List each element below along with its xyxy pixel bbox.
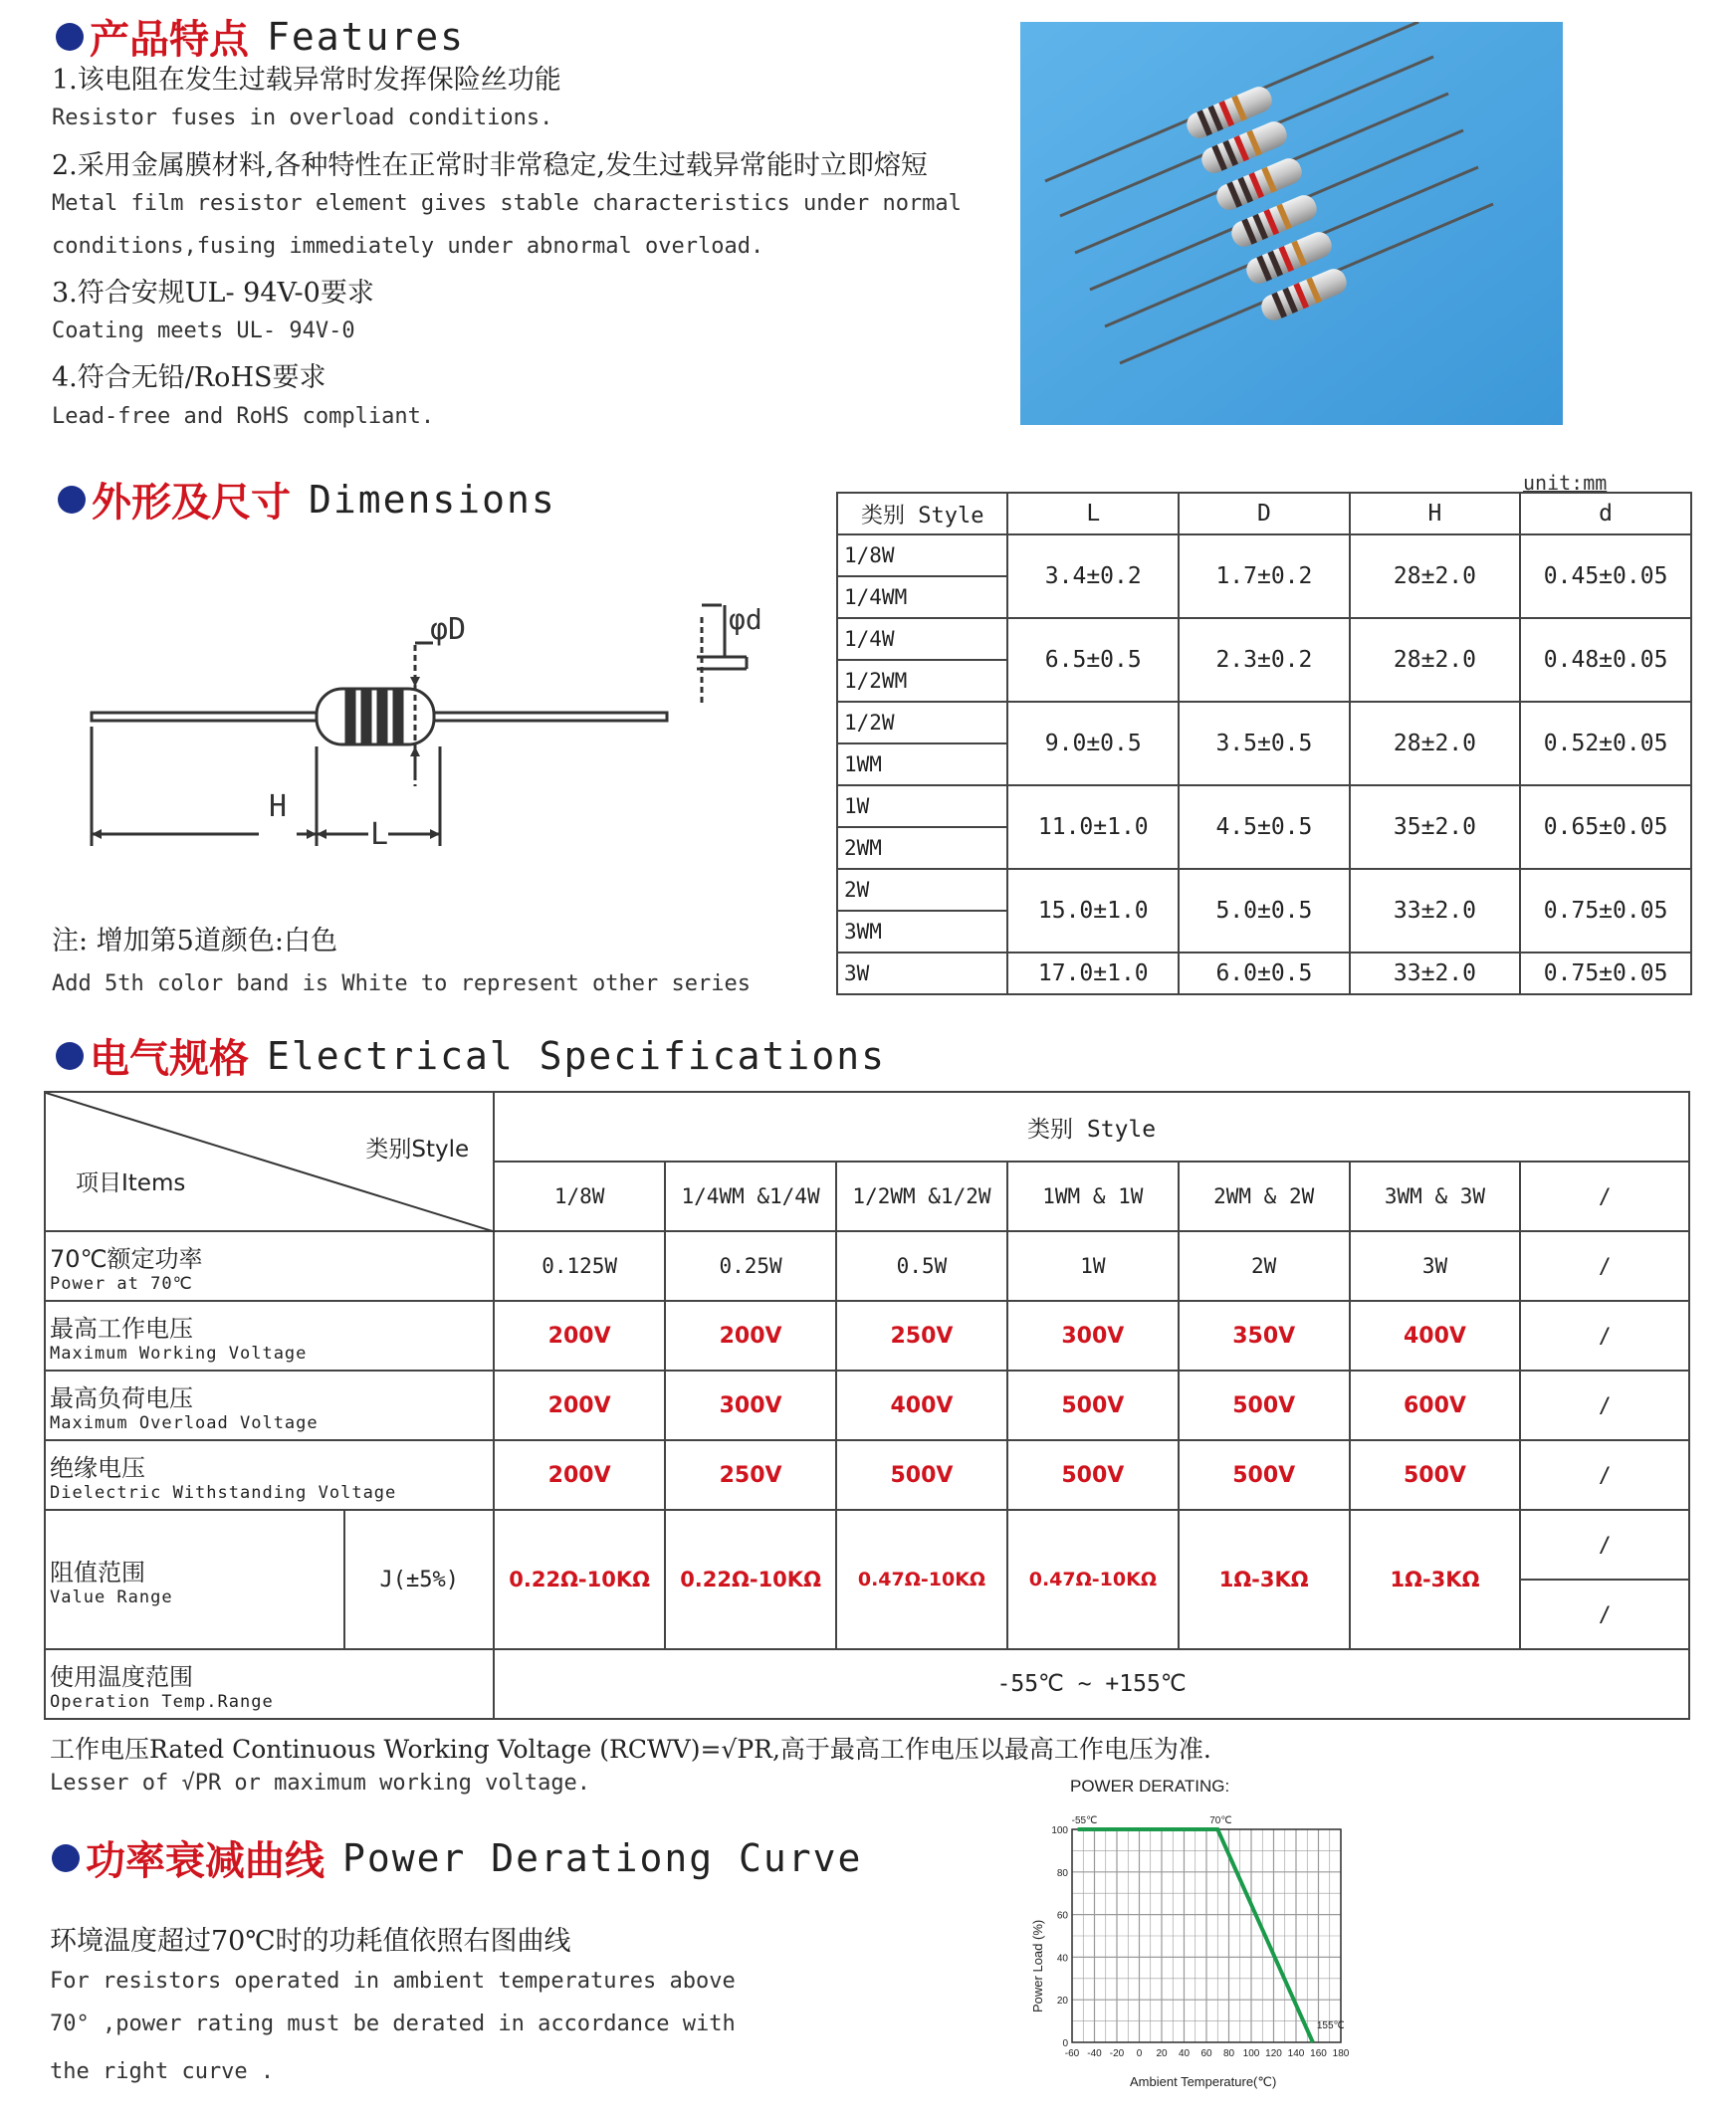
dim-header-D: D	[1179, 493, 1350, 534]
dielectric-voltage-value: 500V	[1350, 1440, 1521, 1510]
features-title-cn: 产品特点	[90, 17, 249, 63]
working-voltage-value: 250V	[836, 1301, 1007, 1371]
range-value: 1Ω-3KΩ	[1350, 1510, 1521, 1649]
dim-d: 0.48±0.05	[1520, 618, 1691, 702]
feature-1-cn: 1.该电阻在发生过载异常时发挥保险丝功能	[52, 65, 561, 96]
dielectric-voltage-value: 250V	[665, 1440, 836, 1510]
dim-L: 6.5±0.5	[1007, 618, 1179, 702]
dim-d: 0.65±0.05	[1520, 785, 1691, 869]
dimensions-title-cn: 外形及尺寸	[92, 480, 291, 526]
label-L: L	[370, 817, 389, 852]
feature-3-cn: 3.符合安规UL- 94V-0要求	[52, 278, 374, 309]
overload-voltage-value: /	[1520, 1371, 1689, 1440]
unit-label: unit:mm	[1523, 471, 1608, 495]
rcwv-note-cn: 工作电压Rated Continuous Working Voltage (RCWV)=√PR,高于最高工作电压以最高工作电压为准.	[50, 1735, 1211, 1764]
corner-items-label: 项目Items	[76, 1170, 186, 1196]
range-value: 0.47Ω-10KΩ	[836, 1510, 1007, 1649]
dim-L: 17.0±1.0	[1007, 953, 1179, 994]
dim-D: 2.3±0.2	[1179, 618, 1350, 702]
feature-2-en-1: Metal film resistor element gives stable characteristics under normal	[52, 191, 962, 216]
dielectric-voltage-value: 500V	[1007, 1440, 1179, 1510]
col-header: 3WM & 3W	[1350, 1162, 1521, 1231]
annotation-label: 70℃	[1209, 1815, 1232, 1826]
dimensions-title-en: Dimensions	[309, 477, 556, 522]
derating-title-en: Power Derationg Curve	[342, 1835, 863, 1880]
feature-2-en-2: conditions,fusing immediately under abnormal overload.	[52, 234, 764, 259]
dim-header-H: H	[1350, 493, 1521, 534]
corner-cell	[45, 1092, 494, 1231]
power-value: 1W	[1007, 1231, 1179, 1301]
dim-H: 35±2.0	[1350, 785, 1521, 869]
working-voltage-value: 400V	[1350, 1301, 1521, 1371]
y-tick-label: 80	[1056, 1867, 1068, 1879]
derating-desc-en-3: the right curve .	[50, 2059, 275, 2084]
dim-style: 2W	[837, 869, 1007, 911]
electrical-heading	[56, 1027, 886, 1084]
bullet-icon	[56, 23, 84, 51]
bullet-icon	[58, 486, 86, 514]
overload-voltage-value: 500V	[1179, 1371, 1350, 1440]
dim-style: 1WM	[837, 743, 1007, 785]
x-tick-label: 140	[1287, 2048, 1305, 2059]
dim-d: 0.52±0.05	[1520, 702, 1691, 785]
x-tick-label: 180	[1332, 2048, 1350, 2059]
temp-range-value: -55℃ ~ +155℃	[494, 1649, 1689, 1719]
dim-style: 3WM	[837, 911, 1007, 953]
dim-style: 3W	[837, 953, 1007, 994]
electrical-title-cn: 电气规格	[90, 1036, 249, 1082]
range-value: 0.22Ω-10KΩ	[494, 1510, 665, 1649]
bullet-icon	[52, 1844, 80, 1872]
feature-4-cn: 4.符合无铅/RoHS要求	[52, 362, 326, 393]
range-value: 0.47Ω-10KΩ	[1007, 1510, 1179, 1649]
x-tick-label: 100	[1242, 2048, 1260, 2059]
feature-1-en: Resistor fuses in overload conditions.	[52, 106, 553, 130]
annotation-label: -55℃	[1071, 1815, 1098, 1826]
dim-D: 1.7±0.2	[1179, 534, 1350, 618]
dim-H: 33±2.0	[1350, 869, 1521, 953]
row-label-temp-range: 使用温度范围 Operation Temp.Range	[45, 1649, 494, 1719]
col-header: 1WM & 1W	[1007, 1162, 1179, 1231]
dim-header-d: d	[1520, 493, 1691, 534]
dim-D: 5.0±0.5	[1179, 869, 1350, 953]
x-axis-label: Ambient Temperature(℃)	[1130, 2074, 1277, 2089]
overload-voltage-value: 400V	[836, 1371, 1007, 1440]
col-header: 1/8W	[494, 1162, 665, 1231]
row-label-dielectric-voltage: 绝缘电压 Dielectric Withstanding Voltage	[45, 1440, 494, 1510]
overload-voltage-value: 300V	[665, 1371, 836, 1440]
dim-header-style: 类别 Style	[837, 493, 1007, 534]
x-tick-label: 0	[1136, 2048, 1143, 2059]
corner-style-label: 类别Style	[365, 1137, 470, 1163]
row-label-value-range: 阻值范围 Value Range	[45, 1510, 344, 1649]
dim-H: 28±2.0	[1350, 534, 1521, 618]
dimensions-table	[836, 492, 1692, 995]
dim-style: 1W	[837, 785, 1007, 827]
derating-desc-cn: 环境温度超过70℃时的功耗值依照右图曲线	[50, 1926, 571, 1957]
dim-d: 0.75±0.05	[1520, 953, 1691, 994]
power-value: 2W	[1179, 1231, 1350, 1301]
y-axis-label: Power Load (%)	[1030, 1919, 1045, 2012]
overload-voltage-value: 500V	[1007, 1371, 1179, 1440]
features-heading	[56, 8, 465, 65]
dim-L: 9.0±0.5	[1007, 702, 1179, 785]
y-tick-label: 20	[1056, 1996, 1068, 2008]
dim-D: 6.0±0.5	[1179, 953, 1350, 994]
working-voltage-value: 350V	[1179, 1301, 1350, 1371]
feature-3-en: Coating meets UL- 94V-0	[52, 318, 355, 343]
row-label-overload-voltage: 最高负荷电压 Maximum Overload Voltage	[45, 1371, 494, 1440]
chart-title: POWER DERATING:	[1070, 1777, 1230, 1796]
dim-d: 0.75±0.05	[1520, 869, 1691, 953]
label-phiD: φD	[430, 612, 467, 647]
derating-desc-en-1: For resistors operated in ambient temperatures above	[50, 1969, 736, 1994]
power-value: 0.5W	[836, 1231, 1007, 1301]
col-header: /	[1520, 1162, 1689, 1231]
dielectric-voltage-value: 500V	[1179, 1440, 1350, 1510]
working-voltage-value: /	[1520, 1301, 1689, 1371]
y-tick-label: 0	[1062, 2038, 1068, 2049]
col-header: 1/4WM &1/4W	[665, 1162, 836, 1231]
dim-style: 2WM	[837, 827, 1007, 869]
dim-style: 1/2W	[837, 702, 1007, 743]
product-photo	[1020, 22, 1563, 425]
power-value: /	[1520, 1231, 1689, 1301]
x-tick-label: 160	[1310, 2048, 1327, 2059]
dim-H: 28±2.0	[1350, 702, 1521, 785]
dim-D: 4.5±0.5	[1179, 785, 1350, 869]
dim-style: 1/8W	[837, 534, 1007, 576]
dim-L: 11.0±1.0	[1007, 785, 1179, 869]
overload-voltage-value: 600V	[1350, 1371, 1521, 1440]
features-title-en: Features	[267, 14, 466, 59]
dim-style: 1/2WM	[837, 660, 1007, 702]
derating-desc-en-2: 70° ,power rating must be derated in accordance with	[50, 2012, 736, 2036]
feature-2-cn: 2.采用金属膜材料,各种特性在正常时非常稳定,发生过载异常能时立即熔短	[52, 150, 928, 181]
x-tick-label: 80	[1222, 2048, 1235, 2059]
range-value: 0.22Ω-10KΩ	[665, 1510, 836, 1649]
rcwv-note-en: Lesser of √PR or maximum working voltage.	[50, 1771, 591, 1796]
range-slash: /	[1520, 1510, 1689, 1580]
dielectric-voltage-value: /	[1520, 1440, 1689, 1510]
dim-style: 1/4W	[837, 618, 1007, 660]
working-voltage-value: 200V	[665, 1301, 836, 1371]
overload-voltage-value: 200V	[494, 1371, 665, 1440]
derating-heading	[52, 1829, 862, 1886]
dim-header-L: L	[1007, 493, 1179, 534]
x-tick-label: -60	[1064, 2048, 1080, 2059]
dimension-diagram	[80, 577, 796, 856]
label-H: H	[269, 789, 288, 824]
row-label-working-voltage: 最高工作电压 Maximum Working Voltage	[45, 1301, 494, 1371]
dielectric-voltage-value: 200V	[494, 1440, 665, 1510]
derating-title-cn: 功率衰减曲线	[86, 1838, 325, 1884]
x-tick-label: 60	[1200, 2048, 1212, 2059]
working-voltage-value: 200V	[494, 1301, 665, 1371]
col-header: 2WM & 2W	[1179, 1162, 1350, 1231]
dimensions-note-en: Add 5th color band is White to represent other series	[52, 971, 751, 996]
power-value: 3W	[1350, 1231, 1521, 1301]
dimensions-heading	[58, 471, 556, 528]
feature-4-en: Lead-free and RoHS compliant.	[52, 404, 435, 429]
annotation-label: 155℃	[1316, 2020, 1345, 2031]
dim-D: 3.5±0.5	[1179, 702, 1350, 785]
tolerance-label: J(±5%)	[344, 1510, 494, 1649]
dim-L: 15.0±1.0	[1007, 869, 1179, 953]
electrical-title-en: Electrical Specifications	[267, 1033, 886, 1078]
power-value: 0.125W	[494, 1231, 665, 1301]
y-tick-label: 40	[1056, 1953, 1068, 1965]
range-slash: /	[1520, 1580, 1689, 1649]
dim-L: 3.4±0.2	[1007, 534, 1179, 618]
x-tick-label: 20	[1156, 2048, 1168, 2059]
dim-H: 33±2.0	[1350, 953, 1521, 994]
dielectric-voltage-value: 500V	[836, 1440, 1007, 1510]
x-tick-label: -20	[1109, 2048, 1125, 2059]
working-voltage-value: 300V	[1007, 1301, 1179, 1371]
col-header: 1/2WM &1/2W	[836, 1162, 1007, 1231]
x-tick-label: -40	[1087, 2048, 1102, 2059]
y-tick-label: 100	[1051, 1825, 1068, 1836]
row-label-power: 70℃额定功率 Power at 70℃	[45, 1231, 494, 1301]
label-phid: φd	[729, 603, 762, 636]
dim-d: 0.45±0.05	[1520, 534, 1691, 618]
power-value: 0.25W	[665, 1231, 836, 1301]
y-tick-label: 60	[1056, 1910, 1068, 1922]
dim-H: 28±2.0	[1350, 618, 1521, 702]
style-header: 类别 Style	[494, 1092, 1689, 1162]
x-tick-label: 120	[1265, 2048, 1282, 2059]
electrical-table	[44, 1091, 1690, 1720]
range-value: 1Ω-3KΩ	[1179, 1510, 1350, 1649]
dimensions-note-cn: 注: 增加第5道颜色:白色	[52, 926, 337, 956]
derating-chart	[1020, 1774, 1359, 2092]
bullet-icon	[56, 1042, 84, 1070]
x-tick-label: 40	[1178, 2048, 1191, 2059]
dim-style: 1/4WM	[837, 576, 1007, 618]
